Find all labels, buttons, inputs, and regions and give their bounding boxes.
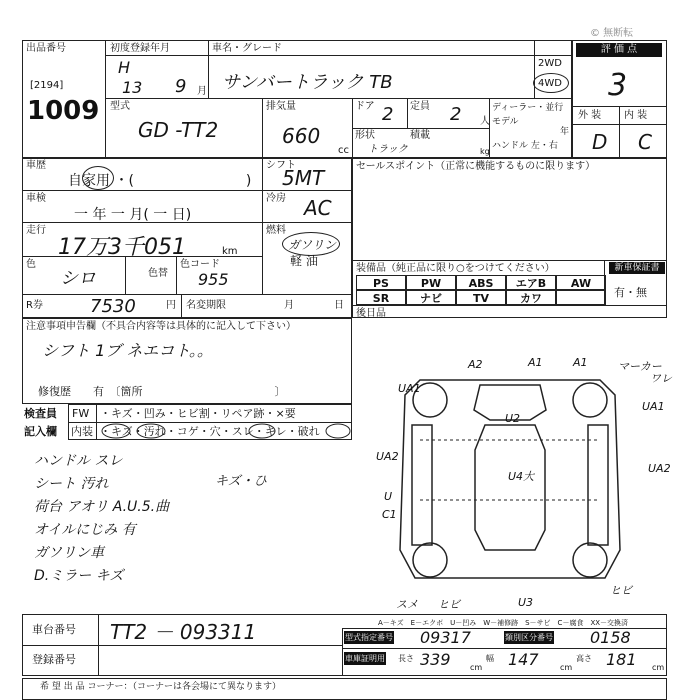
type-approval-label: 型式指定番号 [345,633,393,642]
equip-item: ABS [456,275,506,290]
divider [534,40,535,98]
color-code-label: 色コード [180,259,220,270]
circle-1-icon [102,424,130,438]
mileage-label: 走行 [26,225,46,236]
divider [105,98,572,99]
capacity-value: 2 [450,104,462,125]
interior-grade: C [638,130,652,154]
remarks-extra: キズ・ひ [215,474,267,489]
cm-unit-1: cm [470,663,483,672]
equip-item: エアB [506,275,556,290]
wheel-fr-icon [573,383,607,417]
notes-label: 注意事項申告欄（不具合内容等は具体的に記入して下さい） [26,321,296,332]
divider [105,40,106,158]
circle-3-icon [249,424,275,438]
divider [125,256,126,294]
sales-label: セールスポイント（正常に機能するものに限ります） [356,161,596,172]
fuel-gas: ガソリン [288,238,337,252]
remark-line: シート 汚れ [34,476,109,492]
diagram-label: U4大 [508,470,535,483]
km-unit: km [222,246,238,257]
color-code-value: 955 [198,270,229,289]
shape-value: トラック [368,144,408,155]
inspection-label: 車検 [26,193,46,204]
diagram-label: UA1 [398,382,421,395]
grade-value: 3 [608,68,628,103]
height-value: 181 [606,650,637,669]
car-diagram [360,350,690,610]
diagram-label: U3 [518,596,534,609]
year-unit: 年 [560,127,570,137]
diagram-legend: A－キズ E－エクボ U－凹み W－補修跡 S－サビ C－腐食 XX－交換済 [378,619,629,627]
diagram-label: C1 [382,508,397,521]
recycle-value: 7530 [90,296,136,317]
width-label: 幅 [486,654,494,663]
inspect-circles [96,404,352,440]
diagram-label: スメ [396,598,418,610]
divider [22,222,352,223]
remark-line: オイルにじみ 有 [34,522,136,538]
chassis-label: 車台番号 [32,623,76,636]
diagram-label: ヒビ [610,584,632,597]
divider [22,190,352,191]
divider [572,124,667,125]
cc-unit: cc [338,145,349,156]
shape-label: 形状 [355,130,375,141]
day-word: 日 [334,300,344,311]
divider [98,614,99,676]
manual-label: 新車保証書 [609,262,665,274]
class-label: 類別区分番号 [505,633,553,642]
equip-item: カワ [506,290,556,305]
divider [22,294,352,295]
name-label: 車名・グレード [212,43,282,54]
cm-unit-3: cm [652,663,665,672]
car-use-circle-icon [82,166,114,190]
reg-label: 登録番号 [32,653,76,666]
width-value: 147 [508,650,539,669]
shift-label: シフト [266,160,296,171]
diagram-label: UA2 [648,462,671,475]
diagram-label: ワレ [650,372,672,385]
load-label: 積載 [410,130,430,141]
entry-label: 記入欄 [24,425,57,438]
handle-label: ハンドル 左・右 [492,141,558,151]
wheel-rr-icon [573,543,607,577]
copyright: © 無断転 [590,28,634,39]
manual-value: 有・無 [614,286,647,299]
diagram-label: A2 [468,358,483,371]
divider [352,128,489,129]
wheel-rl-icon [413,543,447,577]
cm-unit-2: cm [560,663,573,672]
bottom-label: 希 望 出 品 コーナー：（コーナーは各会場にて異なります） [40,682,281,692]
month-unit: 月 [197,86,207,97]
equip-item: PS [356,275,406,290]
door-label: ドア [355,101,375,112]
fuel-circle-icon [282,232,340,256]
fuel-diesel: 軽 油 [290,254,318,268]
divider [352,260,667,261]
door-value: 2 [382,104,394,125]
yen-unit: 円 [166,300,176,311]
repair-label: 修復歴 有 〔箇所 〕 [38,385,286,398]
divider [176,256,177,294]
diagram-label: U [384,490,393,503]
color-label: 色 [26,259,36,270]
drive-4wd: 4WD [538,78,562,89]
exterior-label: 外 装 [578,110,602,121]
drive-circle-icon [533,73,569,93]
color-value: シロ [60,268,96,289]
dealer-label: ディーラー・並行 [492,103,564,113]
equip-item: PW [406,275,456,290]
person-unit: 人 [480,116,490,127]
drive-2wd: 2WD [538,58,562,69]
model-label: 型式 [110,101,130,112]
divider [352,305,667,306]
chassis-value: TT2 － 093311 [110,620,257,644]
car-use-value: 自家用 ・( ) [68,173,252,189]
class-value: 0158 [590,628,631,647]
circle-2-icon [137,424,165,438]
equip-label: 装備品（純正品に限り○をつけてください） [356,263,555,274]
lot-label: 出品番号 [26,43,66,54]
row1-tag: FW [72,407,90,420]
divider [208,40,209,98]
mileage-value: 17万3千051 [58,235,186,260]
circle-4-icon [326,424,350,438]
name-change-label: 名変期限 [186,300,226,311]
notes-value: シフト 1ブ ネエコト。。 [42,341,213,360]
diagram-label: A1 [573,356,588,369]
ac-label: 冷房 [266,193,286,204]
first-reg-label: 初度登録年月 [110,43,170,54]
year-value: 13 [122,78,143,97]
divider [342,648,667,649]
divider [342,628,343,676]
row2-value: ・キズ・汚れ・コゲ・穴・スレ・キレ・破れ [100,425,320,438]
diagram-label: マーカー [618,360,662,373]
side-right [588,425,608,545]
grade-label: 評 価 点 [576,43,662,57]
interior-label: 内 装 [624,110,648,121]
divider [619,106,620,158]
remark-line: D.ミラー キズ [34,568,124,584]
equip-item: SR [356,290,406,305]
divider [22,256,262,257]
divider [489,98,490,158]
diagram-label: A1 [528,356,543,369]
divider [262,98,263,158]
side-left [412,425,432,545]
rear-label: 後日品 [356,308,386,319]
diagram-label: U2 [505,412,521,425]
length-value: 339 [420,650,451,669]
model-year-label: モデル [492,117,519,127]
exterior-grade: D [592,130,608,154]
displacement-value: 660 [282,124,321,148]
remark-line: ガソリン車 [34,545,104,561]
recycle-label: R券 [26,300,43,311]
equip-item: AW [556,275,606,290]
row2-tag: 内装 [71,425,93,438]
type-approval-value: 09317 [420,628,471,647]
shift-value: 5MT [282,166,325,190]
equip-item [556,290,606,305]
capacity-label: 定員 [410,101,430,112]
divider [407,98,408,128]
divider [22,645,342,646]
displacement-label: 排気量 [266,101,296,112]
month-value: 9 [175,76,187,97]
remark-line: 荷台 アオリ A.U.5.曲 [34,499,170,515]
diagram-label: UA1 [642,400,665,413]
car-name: サンバートラック TB [222,72,393,93]
car-use-label: 車歴 [26,160,46,171]
color-sub-label: 色替 [148,268,168,279]
remark-line: ハンドル スレ [34,453,123,469]
row1-value: ・キズ・凹み・ヒビ割・リペア跡・×要 [100,407,296,420]
divider [181,294,182,318]
divider [262,158,263,294]
kg-unit: kg [480,147,490,156]
era-value: H [118,58,131,77]
equip-item: ナビ [406,290,456,305]
diagram-label: UA2 [376,450,399,463]
lot-sub: [2194] [30,80,64,91]
ac-value: AC [304,196,332,220]
length-label: 長さ [398,654,414,663]
month-word: 月 [284,300,294,311]
height-label: 高さ [576,654,592,663]
inspector-label: 検査員 [24,407,57,420]
fuel-label: 燃料 [266,225,286,236]
dims-label: 車庫証明用 [345,654,385,663]
equip-item: TV [456,290,506,305]
diagram-label: ヒビ [438,598,460,610]
inspection-value: 一 年 一 月( 一 日) [74,207,192,223]
lot-number: 1009 [27,96,100,126]
divider [105,55,572,56]
truck-cab [475,425,545,550]
model-code: GD -TT2 [138,118,219,142]
